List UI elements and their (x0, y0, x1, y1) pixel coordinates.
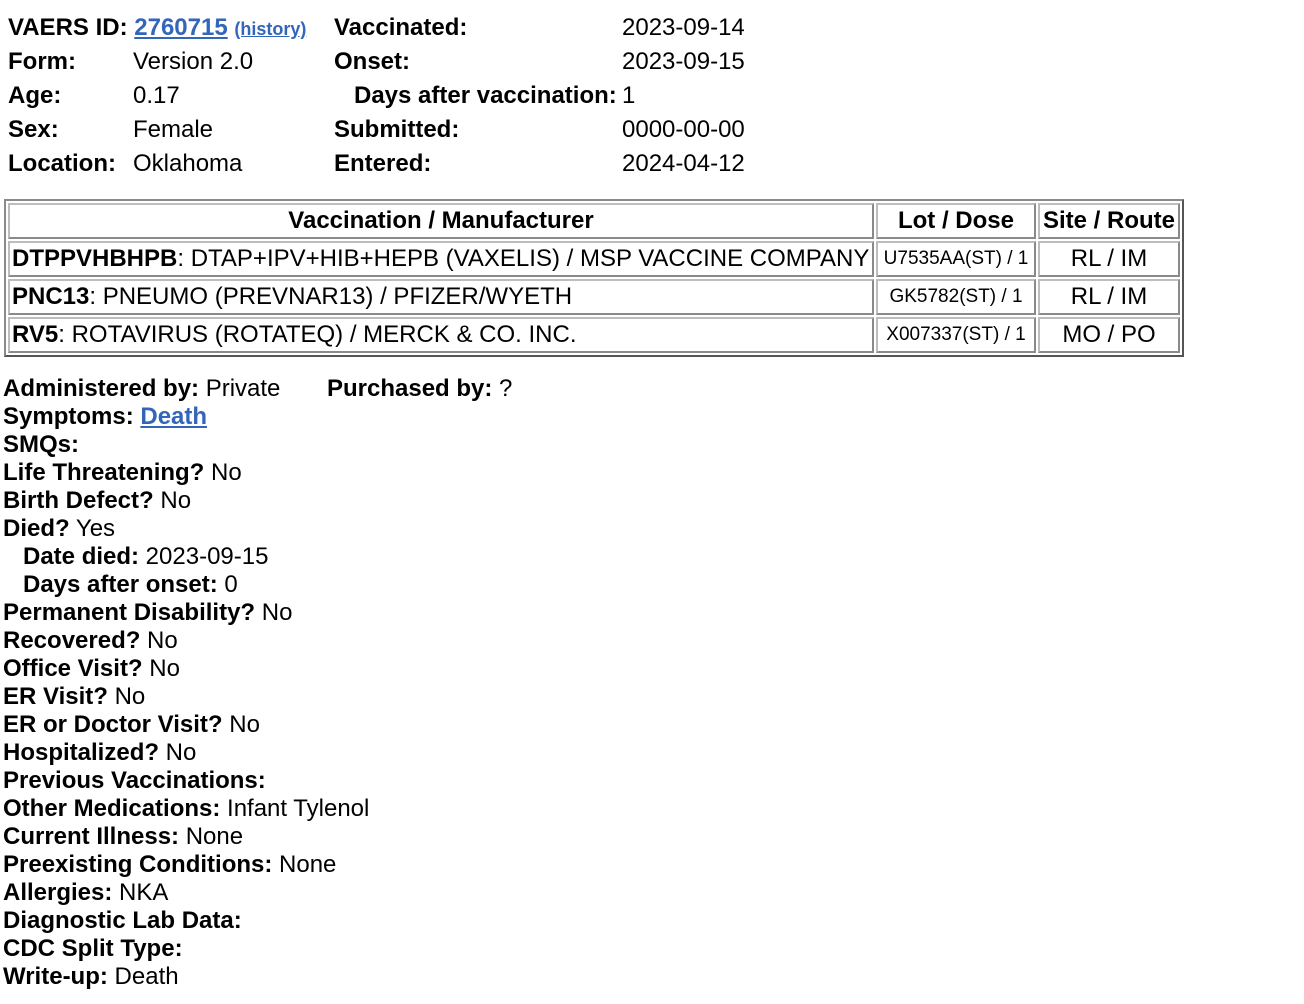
died-value: Yes (69, 515, 116, 542)
symptom-link-death[interactable]: Death (140, 403, 208, 430)
vaccine-cell (8, 317, 874, 353)
table-row (8, 279, 1180, 315)
vaccination-table (4, 199, 1184, 357)
died-row (3, 515, 803, 543)
permanent-disability-row (3, 599, 803, 627)
life-threatening-row (3, 459, 803, 487)
table-row (8, 317, 1180, 353)
allergies-row (3, 879, 803, 907)
site-route-cell: RL / IM (1038, 279, 1180, 315)
days-after-onset-row (3, 571, 803, 599)
sex-value: Female (133, 116, 214, 143)
office-visit-row (3, 655, 803, 683)
hospitalized-label: Hospitalized? (3, 739, 160, 766)
submitted-value: 0000-00-00 (622, 116, 745, 143)
form-value: Version 2.0 (133, 48, 254, 75)
smqs-label: SMQs: (3, 431, 80, 458)
er-doctor-visit-value: No (222, 711, 260, 738)
vaers-id-link[interactable]: 2760715 (134, 14, 228, 41)
col-lot-header: Lot / Dose (876, 203, 1036, 239)
date-died-row (3, 543, 803, 571)
er-visit-label: ER Visit? (3, 683, 108, 710)
recovered-row (3, 627, 803, 655)
permanent-disability-value: No (255, 599, 293, 626)
recovered-label: Recovered? (3, 627, 141, 654)
days-after-onset-value: 0 (217, 571, 238, 598)
history-link[interactable]: (history) (234, 19, 307, 39)
vaccine-cell (8, 241, 874, 277)
recovered-value: No (140, 627, 178, 654)
form-label: Form: (8, 48, 76, 75)
vaccine-code: RV5 (12, 321, 59, 348)
er-doctor-visit-row (3, 711, 803, 739)
er-visit-value: No (107, 683, 146, 710)
vaccine-desc: : PNEUMO (PREVNAR13) / PFIZER/WYETH (89, 283, 573, 310)
col-vaccination-header: Vaccination / Manufacturer (8, 203, 874, 239)
diagnostic-lab-row (3, 907, 803, 935)
date-died-label: Date died: (23, 543, 140, 570)
report-details (3, 375, 803, 991)
writeup-label: Write-up: (3, 963, 108, 990)
vaccine-code: DTPPVHBHPB (12, 245, 178, 272)
age-label: Age: (8, 82, 62, 109)
vaers-id-row (8, 14, 306, 43)
vaccinated-value: 2023-09-14 (622, 14, 745, 41)
purchased-value: ? (492, 375, 513, 402)
other-medications-row (3, 795, 803, 823)
date-died-value: 2023-09-15 (139, 543, 269, 570)
table-row (8, 241, 1180, 277)
submitted-label: Submitted: (334, 116, 460, 143)
site-route-cell: RL / IM (1038, 241, 1180, 277)
location-label: Location: (8, 150, 116, 177)
current-illness-label: Current Illness: (3, 823, 180, 850)
days-after-onset-label: Days after onset: (23, 571, 218, 598)
died-label: Died? (3, 515, 70, 542)
location-value: Oklahoma (133, 150, 243, 177)
preexisting-conditions-label: Preexisting Conditions: (3, 851, 273, 878)
vaccine-cell (8, 279, 874, 315)
er-visit-row (3, 683, 803, 711)
vaers-id-label: VAERS ID: (8, 14, 128, 41)
office-visit-value: No (142, 655, 180, 682)
cdc-split-type-row (3, 935, 803, 963)
preexisting-conditions-row (3, 851, 803, 879)
previous-vaccinations-label: Previous Vaccinations: (3, 767, 266, 794)
life-threatening-value: No (204, 459, 242, 486)
hospitalized-row (3, 739, 803, 767)
life-threatening-label: Life Threatening? (3, 459, 205, 486)
allergies-label: Allergies: (3, 879, 113, 906)
purchased-label: Purchased by: (327, 375, 493, 402)
birth-defect-label: Birth Defect? (3, 487, 154, 514)
days-after-vax-label: Days after vaccination: (354, 82, 617, 109)
vaccine-desc: : ROTAVIRUS (ROTATEQ) / MERCK & CO. INC. (58, 321, 577, 348)
entered-value: 2024-04-12 (622, 150, 745, 177)
other-medications-value: Infant Tylenol (220, 795, 370, 822)
onset-label: Onset: (334, 48, 411, 75)
symptoms-label: Symptoms: (3, 403, 134, 430)
birth-defect-row (3, 487, 803, 515)
preexisting-conditions-value: None (272, 851, 337, 878)
smqs-row (3, 431, 803, 459)
onset-value: 2023-09-15 (622, 48, 745, 75)
other-medications-label: Other Medications: (3, 795, 221, 822)
writeup-value: Death (107, 963, 179, 990)
vaccine-desc: : DTAP+IPV+HIB+HEPB (VAXELIS) / MSP VACCINE COMPANY (177, 245, 870, 272)
administered-row (3, 375, 803, 403)
report-header (8, 14, 768, 184)
vaccine-code: PNC13 (12, 283, 90, 310)
permanent-disability-label: Permanent Disability? (3, 599, 256, 626)
lot-dose-cell: X007337(ST) / 1 (876, 317, 1036, 353)
allergies-value: NKA (112, 879, 169, 906)
vaccinated-label: Vaccinated: (334, 14, 468, 41)
table-header-row (8, 203, 1180, 239)
diagnostic-lab-label: Diagnostic Lab Data: (3, 907, 242, 934)
age-value: 0.17 (133, 82, 180, 109)
er-doctor-visit-label: ER or Doctor Visit? (3, 711, 223, 738)
site-route-cell: MO / PO (1038, 317, 1180, 353)
current-illness-value: None (179, 823, 244, 850)
col-site-header: Site / Route (1038, 203, 1180, 239)
sex-label: Sex: (8, 116, 59, 143)
previous-vaccinations-row (3, 767, 803, 795)
lot-dose-cell: GK5782(ST) / 1 (876, 279, 1036, 315)
purchased-group (327, 375, 512, 403)
entered-label: Entered: (334, 150, 432, 177)
administered-value: Private (199, 375, 281, 402)
current-illness-row (3, 823, 803, 851)
hospitalized-value: No (159, 739, 197, 766)
office-visit-label: Office Visit? (3, 655, 143, 682)
administered-label: Administered by: (3, 375, 200, 402)
lot-dose-cell: U7535AA(ST) / 1 (876, 241, 1036, 277)
writeup-row (3, 963, 803, 991)
days-after-vax-value: 1 (622, 82, 636, 109)
cdc-split-type-label: CDC Split Type: (3, 935, 183, 962)
birth-defect-value: No (153, 487, 192, 514)
symptoms-row (3, 403, 803, 431)
